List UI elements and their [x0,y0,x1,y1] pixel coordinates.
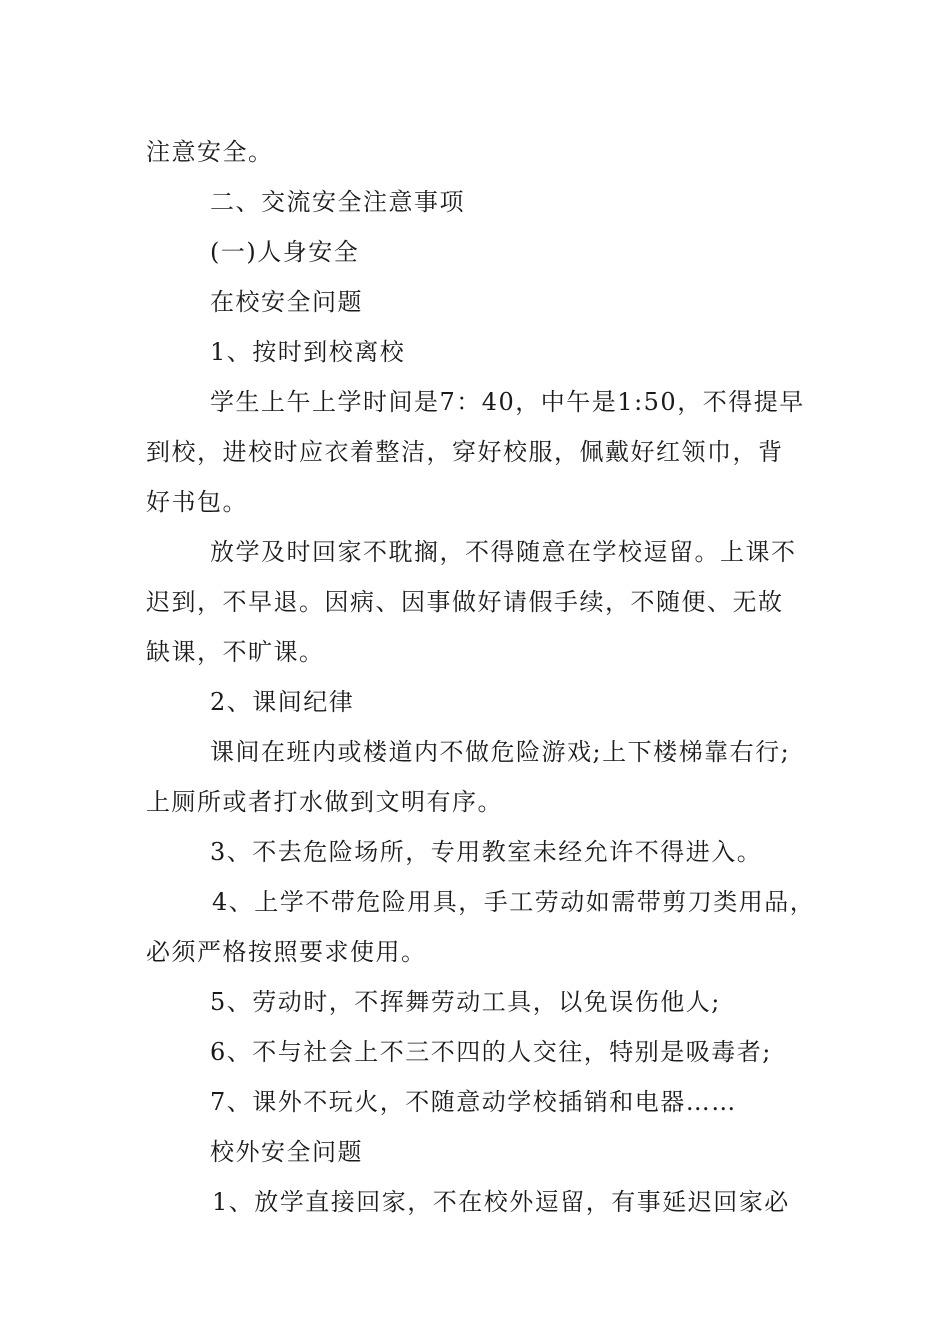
list-item: 3、不去危险场所，专用教室未经允许不得进入。 [210,838,763,866]
subsection-heading: 校外安全问题 [210,1138,363,1166]
paragraph-line: 到校，进校时应衣着整洁，穿好校服，佩戴好红领巾，背 [146,438,784,466]
subsection-heading: (一)人身安全 [210,238,360,266]
item-heading: 2、课间纪律 [210,688,355,716]
paragraph-line: 必须严格按照要求使用。 [146,938,427,966]
subsection-heading: 在校安全问题 [210,288,363,316]
paragraph-line: 缺课，不旷课。 [146,638,325,666]
list-item: 1、放学直接回家，不在校外逗留，有事延迟回家必 [212,1188,790,1216]
list-item: 6、不与社会上不三不四的人交往，特别是吸毒者; [210,1038,772,1066]
text-line: 注意安全。 [146,138,274,166]
paragraph-line: 放学及时回家不耽搁，不得随意在学校逗留。上课不 [210,538,797,566]
list-item: 5、劳动时，不挥舞劳动工具，以免误伤他人; [210,988,721,1016]
paragraph-line: 学生上午上学时间是7：40，中午是1:50，不得提早 [210,388,805,416]
list-item: 4、上学不带危险用具，手工劳动如需带剪刀类用品， [212,888,816,916]
list-item: 7、课外不玩火，不随意动学校插销和电器…… [210,1088,737,1116]
paragraph-line: 上厕所或者打水做到文明有序。 [146,788,503,816]
section-heading: 二、交流安全注意事项 [210,188,465,216]
paragraph-line: 课间在班内或楼道内不做危险游戏;上下楼梯靠右行; [210,738,791,766]
paragraph-line: 好书包。 [146,488,248,516]
item-heading: 1、按时到校离校 [210,338,406,366]
paragraph-line: 迟到，不早退。因病、因事做好请假手续，不随便、无故 [146,588,784,616]
